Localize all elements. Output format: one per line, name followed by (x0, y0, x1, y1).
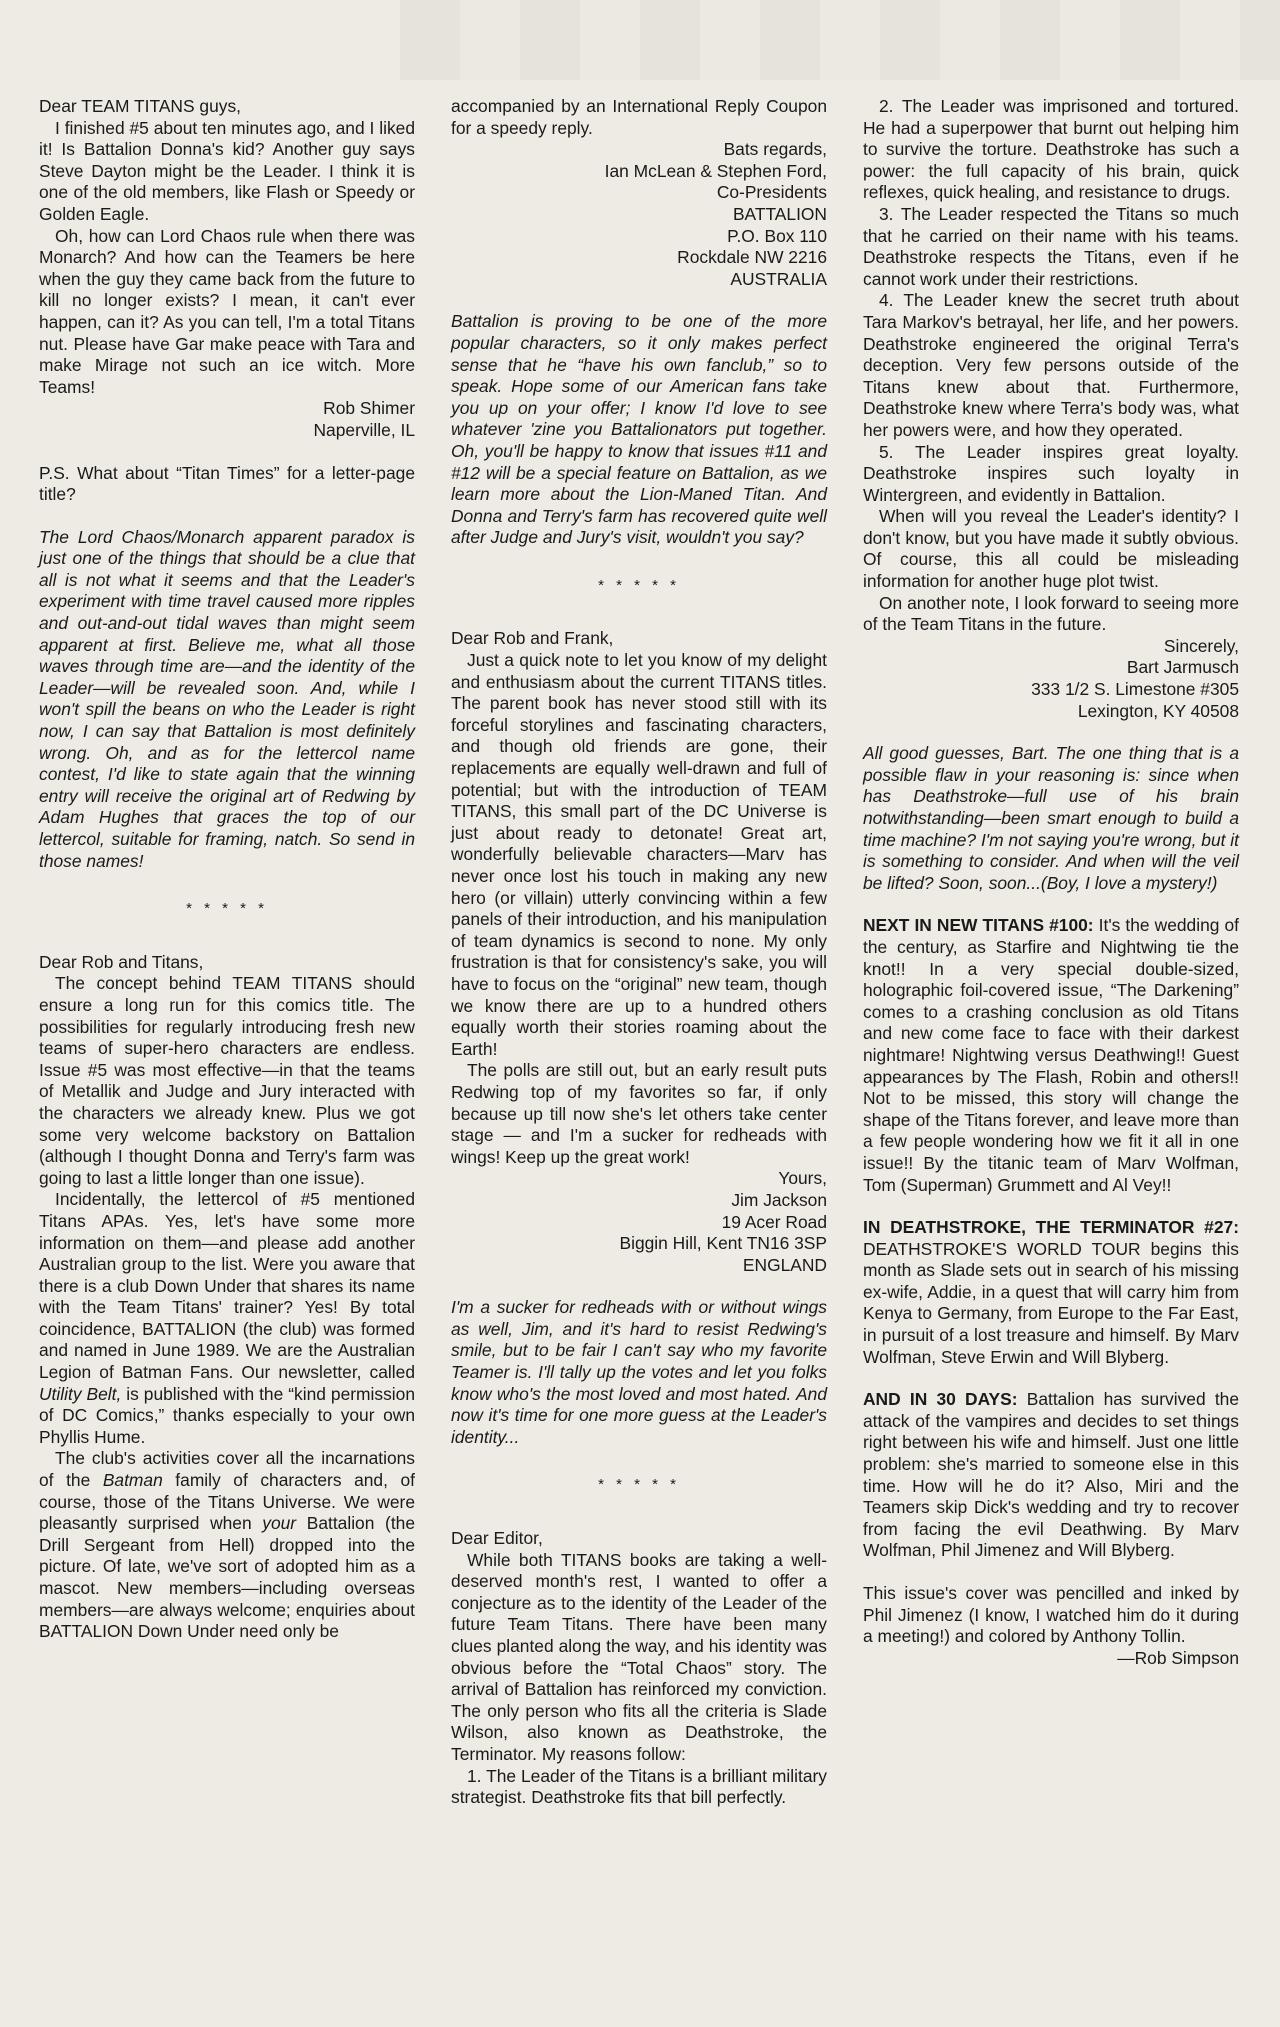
letter-2-signature-line: Co-Presidents (716, 182, 827, 203)
letter-4-paragraph: 2. The Leader was imprisoned and tortured. He had a superpower that burnt out helping him to survive the torture. Deathstroke has such a power: the full capacity of his brain, quick reflexes, quick healing, and resistance to drugs. (863, 96, 1239, 203)
next-issue-deathstroke: IN DEATHSTROKE, THE TERMINATOR #27: DEATHSTROKE'S WORLD TOUR begins this month as Slade sets out in search of his missing ex-wife, Addie, in a quest that will carry him from Kenya to Germany, from Europe to the Far East, in pursuit of a lost treasure and himself. By Marv Wolfman, Steve Erwin and Will Blyberg. (863, 1217, 1239, 1367)
letter-3-signature-line: Yours, (778, 1168, 827, 1189)
letter-4-paragraph: While both TITANS books are taking a well-deserved month's rest, I wanted to offer a conjecture as to the identity of the Leader of the future Team Titans. There have been many clues planted along the way, and his identity was obvious before the “Total Chaos” story. The arrival of Battalion has reinforced my conviction. The only person who fits all the criteria is Slade Wilson, also known as Deathstroke, the Terminator. My reasons follow: (451, 1549, 827, 1764)
letter-4-paragraph: When will you reveal the Leader's identity? I don't know, but you have made it subtly obvious. Of course, this all could be misleading information for another huge plot twist. (863, 506, 1239, 592)
separator-stars: * * * * * (186, 900, 268, 918)
letter-3-salutation: Dear Rob and Frank, (451, 628, 614, 649)
column-1 (39, 96, 415, 1643)
letter-3-signature-line: 19 Acer Road (721, 1211, 827, 1232)
editor-reply-4: All good guesses, Bart. The one thing that is a possible flaw in your reasoning is: since when has Deathstroke—full use of his brain notwithstanding—been smart enough to build a time machine? I'm not saying you're wrong, but it is something to consider. And when will the veil be lifted? Soon, soon...(Boy, I love a mystery!) (863, 743, 1239, 893)
letter-4-salutation: Dear Editor, (451, 1528, 543, 1549)
letter-4-paragraph: 3. The Leader respected the Titans so much that he carried on their name with his teams. Deathstroke respects the Titans, even if he cannot work under their restrictions. (863, 203, 1239, 289)
separator-stars: * * * * * (598, 576, 680, 594)
letter-2-paragraph: Incidentally, the lettercol of #5 mentioned Titans APAs. Yes, let's have some more information on them—and please add another Australian group to the list. Were you aware that there is a club Down Under that shares its name with the Team Titans' trainer? Yes! By total coincidence, BATTALION (the club) was formed and named in June 1989. We are the Australian Legion of Batman Fans. Our newsletter, called Utility Belt, is published with the “kind permission of DC Comics,” thanks especially to your own Phyllis Hume. (39, 1189, 415, 1447)
letter-4-signature-line: Lexington, KY 40508 (1077, 700, 1239, 721)
letter-2-signature-line: Rockdale NW 2216 (677, 247, 827, 268)
editor-reply-3: I'm a sucker for redheads with or without wings as well, Jim, and it's hard to resist Redwing's smile, but to be fair I can't say who my favorite Teamer is. I'll tally up the votes and let you folks know who's the most loved and most hated. And now it's time for one more guess at the Leader's identity... (451, 1297, 827, 1447)
letter-1-salutation: Dear TEAM TITANS guys, (39, 96, 241, 116)
letter-4-paragraph: 5. The Leader inspires great loyalty. Deathstroke inspires such loyalty in Wintergreen, and evidently in Battalion. (863, 441, 1239, 505)
letter-1-signature-place: Naperville, IL (313, 419, 415, 440)
letter-2-signature-line: P.O. Box 110 (727, 225, 827, 246)
faded-header-art (400, 0, 1280, 80)
letter-4-paragraph: 1. The Leader of the Titans is a brilliant military strategist. Deathstroke fits that bill perfectly. (451, 1765, 827, 1808)
letter-2-paragraph: The concept behind TEAM TITANS should ensure a long run for this comics title. The possibilities for regularly introducing fresh new teams of super-hero characters are endless. Issue #5 was most effective—in that the teams of Metallik and Judge and Jury interacted with the characters we already knew. Plus we got some very welcome backstory on Battalion (although I thought Donna and Terry's farm was going to last a little longer than one issue). (39, 973, 415, 1188)
next-issue-30-days: AND IN 30 DAYS: Battalion has survived the attack of the vampires and decides to set things right between his wife and himself. Just one little problem: she's married to someone else in this time. How will he do it? Also, Miri and the Teamers skip Dick's wedding and try to recover from facing the evil Deathwing. By Marv Wolfman, Phil Jimenez and Will Blyberg. (863, 1389, 1239, 1561)
next-issue-new-titans: NEXT IN NEW TITANS #100: It's the wedding of the century, as Starfire and Nightwing tie the knot!! In a very special double-sized, holographic foil-covered issue, “The Darkening” comes to a crashing conclusion as old Titans and new come face to face with their darkest nightmare! Nightwing versus Deathwing!! Guest appearances by The Flash, Robin and others!! Not to be missed, this story will change the shape of the Titans forever, and leave more than a few people wondering how we fit it all in one issue!! By the titanic team of Marv Wolfman, Tom (Superman) Grummett and Al Vey!! (863, 915, 1239, 1195)
letter-3-signature-line: Jim Jackson (731, 1189, 827, 1210)
letter-2-signature-line: BATTALION (732, 203, 827, 224)
letter-4-signature-line: Sincerely, (1163, 635, 1239, 656)
editor-reply-1: The Lord Chaos/Monarch apparent paradox is just one of the things that should be a clue that all is not what it seems and that the Leader's experiment with time travel caused more ripples and out-and-out tidal waves than might seem apparent at first. Believe me, what all those waves through time are—and the identity of the Leader—will be revealed soon. And, while I won't spill the beans on who the Leader is right now, I can say that Battalion is most definitely wrong. Oh, and as for the lettercol name contest, I'd like to state again that the winning entry will receive the original art of Redwing by Adam Hughes that graces the top of our lettercol, suitable for framing, natch. So send in those names! (39, 526, 415, 871)
editor-signature: —Rob Simpson (1117, 1647, 1239, 1668)
letter-4-signature-line: Bart Jarmusch (1126, 657, 1239, 678)
letter-2-paragraph: The club's activities cover all the incarnations of the Batman family of characters and, of course, those of the Titans Universe. We were pleasantly surprised when your Battalion (the Drill Sergeant from Hell) dropped into the picture. Of late, we've sort of adopted him as a mascot. New members—including overseas members—are always welcome; enquiries about BATTALION Down Under need only be (39, 1448, 416, 1642)
letter-2-continuation: accompanied by an International Reply Coupon for a speedy reply. (451, 96, 827, 138)
letter-4-paragraph: On another note, I look forward to seeing more of the Team Titans in the future. (863, 592, 1239, 635)
letter-2-salutation: Dear Rob and Titans, (39, 951, 204, 972)
editor-reply-2: Battalion is proving to be one of the more popular characters, so it only makes perfect sense that he “have his own fanclub,” so to speak. Hope some of our American fans take you up on your offer; I know I'd love to see whatever 'zine you Battalionators put together. Oh, you'll be happy to know that issues #11 and #12 will be a special feature on Battalion, as we learn more about the Lion-Maned Titan. And Donna and Terry's farm has recovered quite well after Judge and Jury's visit, wouldn't you say? (451, 311, 827, 548)
letter-3-signature-line: ENGLAND (742, 1254, 827, 1275)
letter-2-signature-line: Bats regards, (723, 139, 827, 160)
letter-2-signature-line: Ian McLean & Stephen Ford, (604, 160, 827, 181)
letter-3-paragraph: The polls are still out, but an early result puts Redwing top of my favorites so far, if only because up till now she's let others take center stage — and I'm a sucker for redheads with wings! Keep up the great work! (451, 1060, 827, 1167)
letter-4-paragraph: 4. The Leader knew the secret truth about Tara Markov's betrayal, her life, and her powers. Deathstroke engineered the original Terra's deception. Very few persons outside of the Titans knew about that. Furthermore, Deathstroke knew where Terra's body was, what her powers were, and how they operated. (863, 290, 1239, 440)
letter-4-signature-line: 333 1/2 S. Limestone #305 (1031, 679, 1239, 700)
column-3 (863, 96, 1239, 1669)
letter-2-signature-line: AUSTRALIA (730, 268, 827, 289)
letter-3-paragraph: Just a quick note to let you know of my delight and enthusiasm about the current TITANS titles. The parent book has never stood still with its forceful storylines and fascinating characters, and though old friends are gone, their replacements are equally well-drawn and full of potential; but with the introduction of TEAM TITANS, this small part of the DC Universe is just about ready to detonate! Great art, wonderfully believable characters—Marv has never once lost his touch in making any new hero (or villain) utterly convincing within a few panels of their introduction, and his manipulation of team dynamics is second to none. My only frustration is that for consistency's sake, you will have to focus on the “original” new team, though we know there are up to a hundred others equally worth their stories roaming about the Earth! (451, 650, 827, 1059)
letter-1-postscript: P.S. What about “Titan Times” for a letter-page title? (39, 462, 415, 505)
cover-credit-note: This issue's cover was pencilled and inked by Phil Jimenez (I know, I watched him do it during a meeting!) and colored by Anthony Tollin. (863, 1583, 1239, 1647)
letter-1-paragraph: Oh, how can Lord Chaos rule when there was Monarch? And how can the Teamers be here when the guy they came back from the future to kill no longer exists? I mean, it can't ever happen, can it? As you can tell, I'm a total Titans nut. Please have Gar make peace with Tara and make Mirage not such an ice witch. More Teams! (39, 225, 415, 397)
separator-stars: * * * * * (598, 1476, 680, 1494)
letter-1-signature-name: Rob Shimer (323, 398, 415, 419)
letter-3-signature-line: Biggin Hill, Kent TN16 3SP (619, 1233, 827, 1254)
letter-1-paragraph: I finished #5 about ten minutes ago, and I liked it! Is Battalion Donna's kid? Another guy says Steve Dayton might be the Leader. I think it is one of the old members, like Flash or Speedy or Golden Eagle. (39, 117, 415, 224)
column-2 (451, 96, 827, 1809)
